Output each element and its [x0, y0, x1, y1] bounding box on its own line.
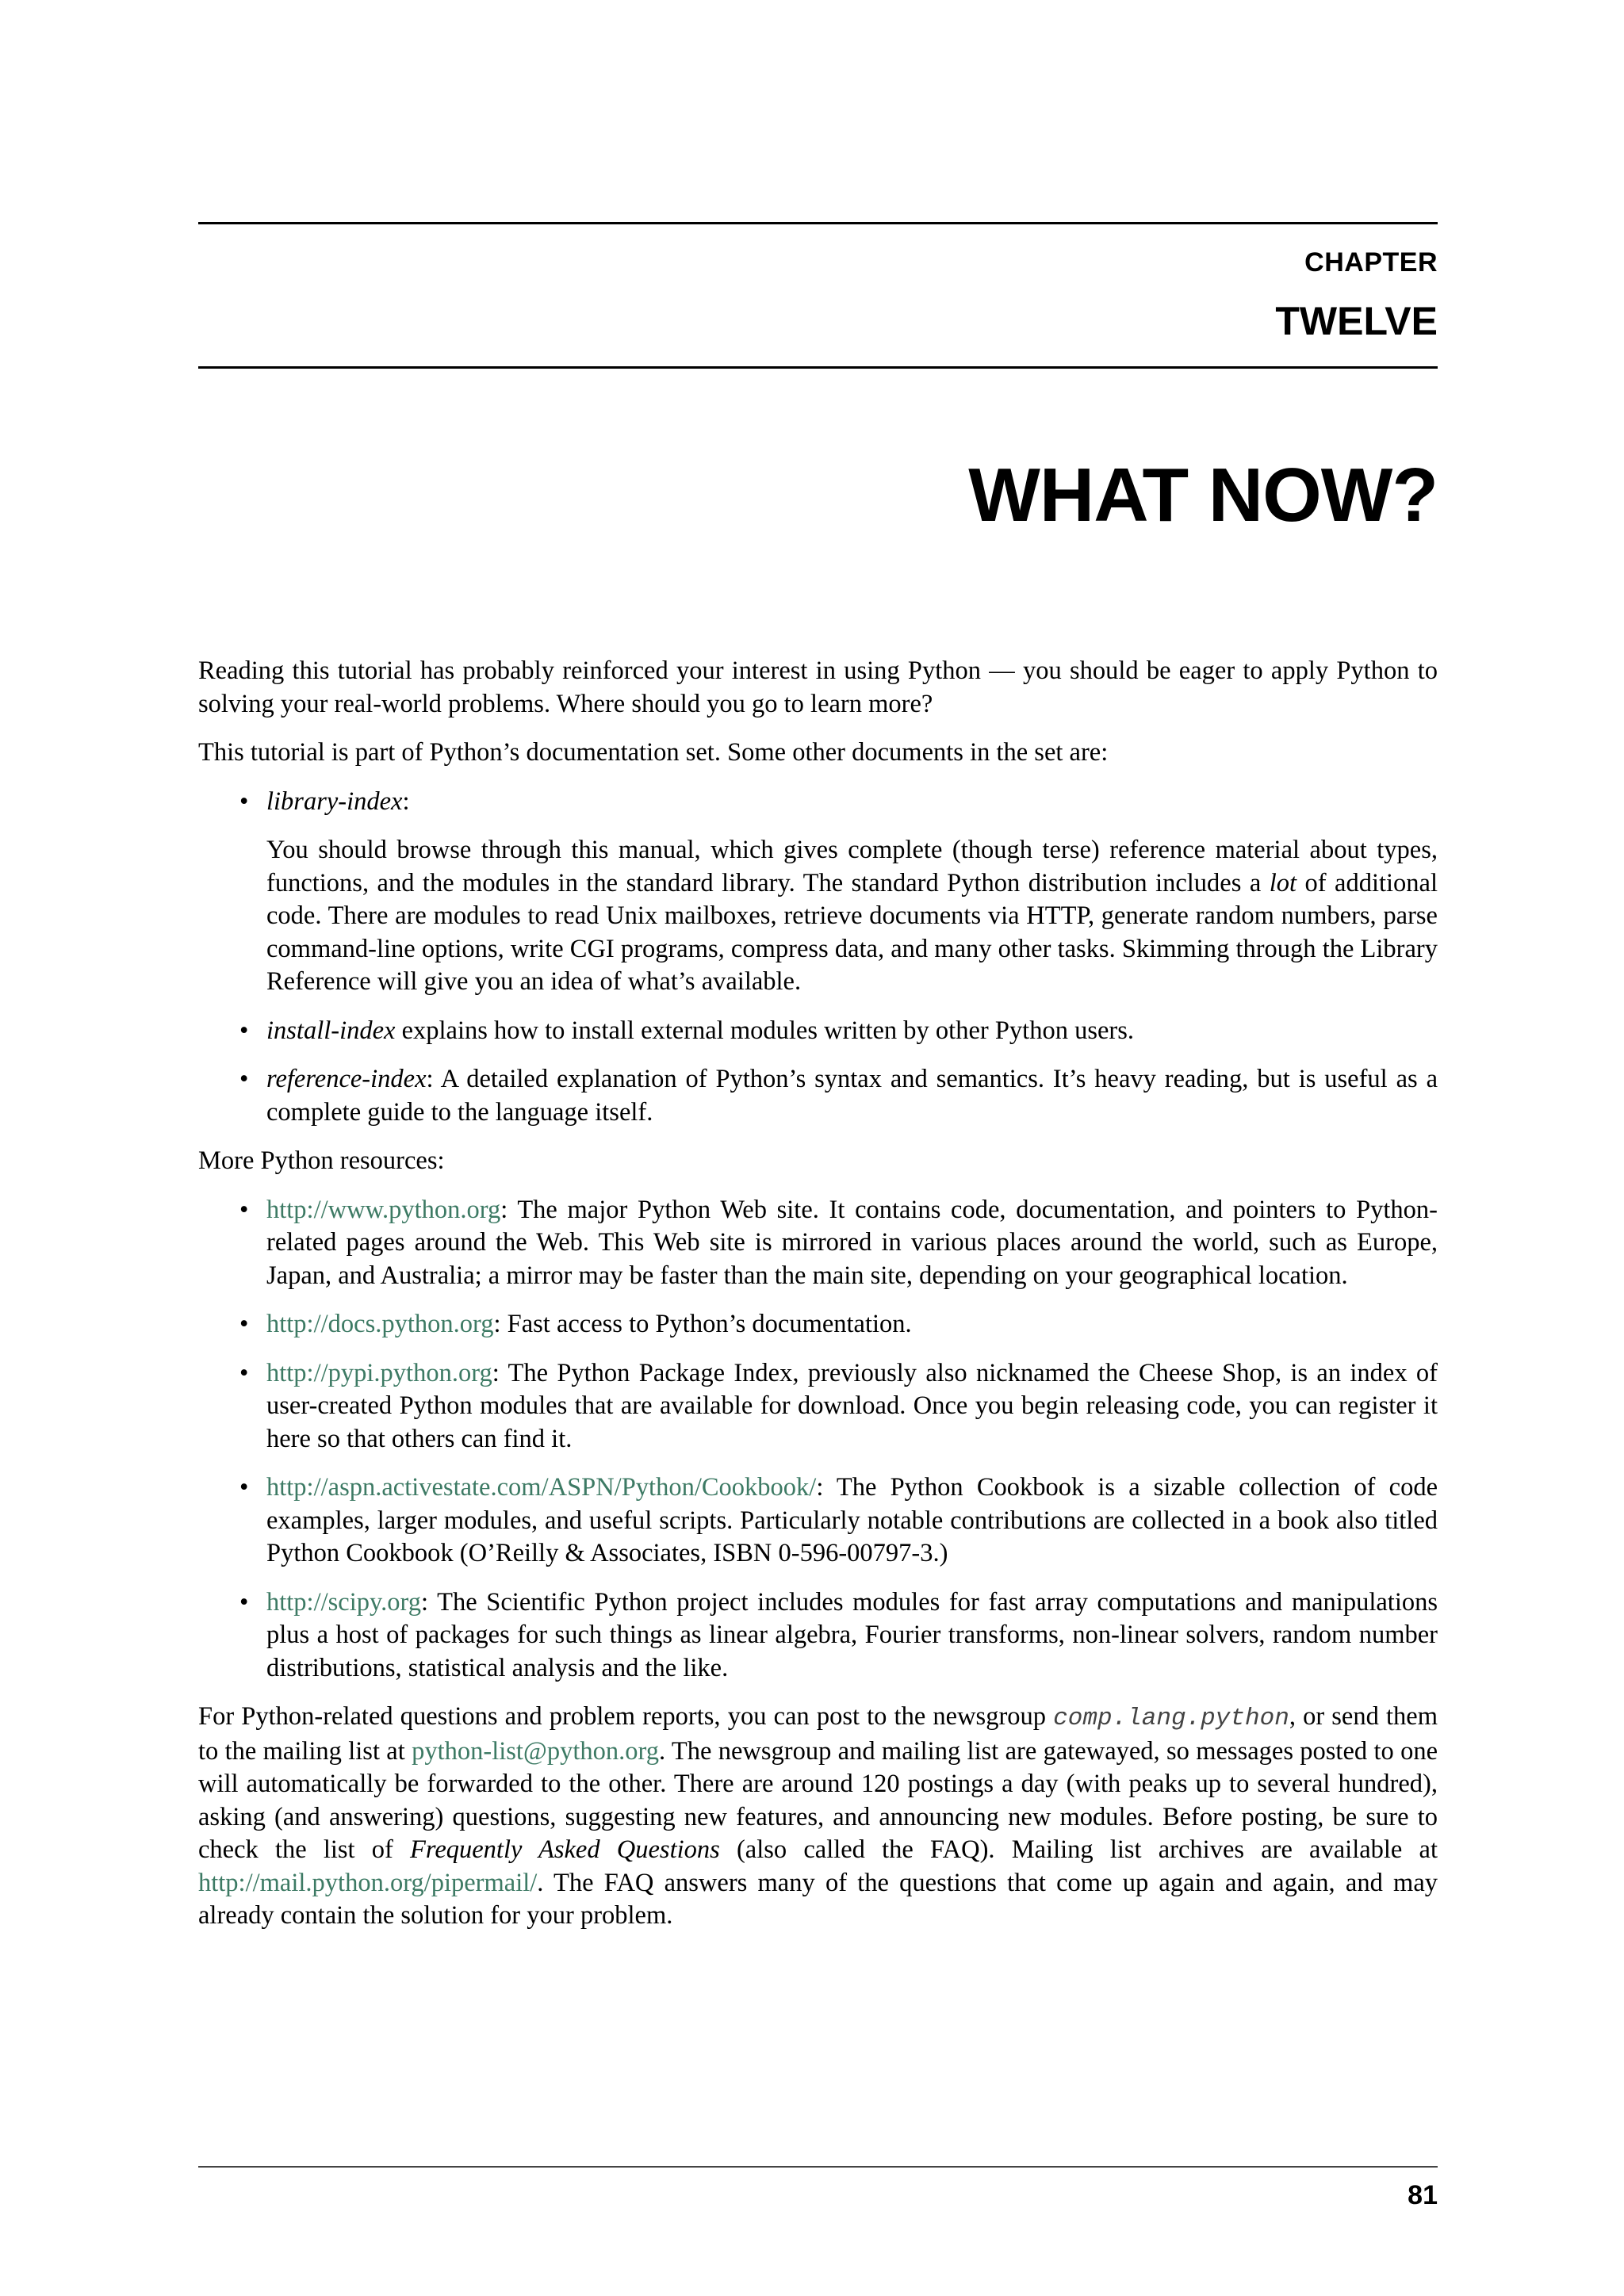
resource-item — [239, 1357, 1438, 1456]
resource-item — [239, 1308, 1438, 1341]
bullet-icon: • — [239, 1016, 249, 1045]
doc-suffix: : A detailed explanation of Python’s syntax and semantics. It’s heavy reading, but is useful as a complete guide to the language itself. — [266, 1065, 1438, 1127]
faq-title: Frequently Asked Questions — [410, 1835, 720, 1864]
header-top-rule — [198, 222, 1438, 224]
doc-ref-library-index[interactable]: library-index — [266, 786, 403, 816]
footer-rule — [198, 2166, 1438, 2168]
intro-paragraph-2: This tutorial is part of Python’s documentation set. Some other documents in the set are: — [198, 738, 1109, 767]
list-item-reference-index — [239, 1063, 1438, 1129]
header-bottom-rule — [198, 366, 1438, 369]
chapter-label: CHAPTER — [1304, 247, 1438, 277]
list-item-install-index — [239, 1015, 1438, 1048]
resource-text: : The major Python Web site. It contains code, documentation, and pointers to Python-related pages around the Web. This Web site is mirrored in various places around the world, such as Europe, Japan, and Australia; a mirror may be faster than the main site, depending on your geographical location. — [266, 1195, 1438, 1290]
resource-item — [239, 1586, 1438, 1686]
resource-text: : Fast access to Python’s documentation. — [493, 1310, 912, 1338]
bullet-icon: • — [239, 1310, 249, 1338]
resource-link[interactable]: http://scipy.org — [266, 1587, 421, 1617]
resource-link[interactable]: http://aspn.activestate.com/ASPN/Python/Cookbook/ — [266, 1473, 817, 1502]
page-number: 81 — [1408, 2180, 1438, 2210]
closing-paragraph: For Python-related questions and problem reports, you can post to the newsgroup comp.lang.python, or send them to the mailing list at python-list@python.org. The newsgroup and mailing list are gatewayed, so messages posted to one will automatically be forwarded to the other. There are around 120 postings a day (with peaks up to several hundred), asking (and answering) questions, suggesting new features, and announcing new modules. Before posting, be sure to check the list of Frequently Asked Questions (also called the FAQ). Mailing list archives are available at http://mail.python.org/pipermail/. The FAQ answers many of the questions that come up again and again, and may already contain the solution for your problem. — [198, 1702, 1438, 1930]
doc-suffix: explains how to install external modules written by other Python users. — [395, 1016, 1134, 1045]
resource-item — [239, 1194, 1438, 1293]
resource-link[interactable]: http://pypi.python.org — [266, 1358, 492, 1387]
mailing-list-link[interactable]: python-list@python.org — [412, 1736, 660, 1766]
archive-link[interactable]: http://mail.python.org/pipermail/ — [198, 1868, 538, 1897]
resources-list — [198, 1194, 1438, 1686]
bullet-icon: • — [239, 1065, 249, 1093]
library-index-description: You should browse through this manual, which gives complete (though terse) reference material about types, functions, and the modules in the standard library. The standard Python distribution includes a lot of additional code. There are modules to read Unix mailboxes, retrieve documents via HTTP, generate random numbers, parse command-line options, write CGI programs, compress data, and many other tasks. Skimming through the Library Reference will give you an idea of what’s available. — [266, 836, 1438, 996]
resources-heading: More Python resources: — [198, 1146, 445, 1175]
page-title: WHAT NOW? — [968, 453, 1438, 538]
docs-list — [198, 786, 1438, 1130]
bullet-icon: • — [239, 1358, 249, 1387]
doc-suffix: : — [402, 786, 410, 816]
newsgroup-name: comp.lang.python — [1053, 1705, 1289, 1732]
list-item-library-index — [239, 786, 1438, 999]
resource-item — [239, 1471, 1438, 1571]
chapter-body — [198, 655, 1438, 1949]
bullet-icon: • — [239, 1195, 249, 1224]
resource-link[interactable]: http://www.python.org — [266, 1195, 501, 1224]
intro-paragraph-1: Reading this tutorial has probably reinforced your interest in using Python — you should be eager to apply Python to solving your real-world problems. Where should you go to learn more? — [198, 656, 1438, 718]
bullet-icon: • — [239, 786, 249, 816]
bullet-icon: • — [239, 1587, 249, 1617]
doc-ref-install-index[interactable]: install-index — [266, 1016, 396, 1045]
doc-ref-reference-index[interactable]: reference-index — [266, 1065, 427, 1093]
chapter-number: TWELVE — [1275, 299, 1438, 343]
resource-text: : The Python Cookbook is a sizable collection of code examples, larger modules, and useful scripts. Particularly notable contributions are collected in a book also titled Python Cookbook (O’Reilly & Associates, ISBN 0-596-00797-3.) — [266, 1473, 1438, 1567]
resource-text: : The Python Package Index, previously also nicknamed the Cheese Shop, is an index of user-created Python modules that are available for download. Once you begin releasing code, you can register it here so that others can find it. — [266, 1358, 1438, 1453]
resource-text: : The Scientific Python project includes modules for fast array computations and manipulations plus a host of packages for such things as linear algebra, Fourier transforms, non-linear solvers, random number distributions, statistical analysis and the like. — [266, 1587, 1438, 1682]
bullet-icon: • — [239, 1473, 249, 1502]
resource-link[interactable]: http://docs.python.org — [266, 1310, 494, 1338]
